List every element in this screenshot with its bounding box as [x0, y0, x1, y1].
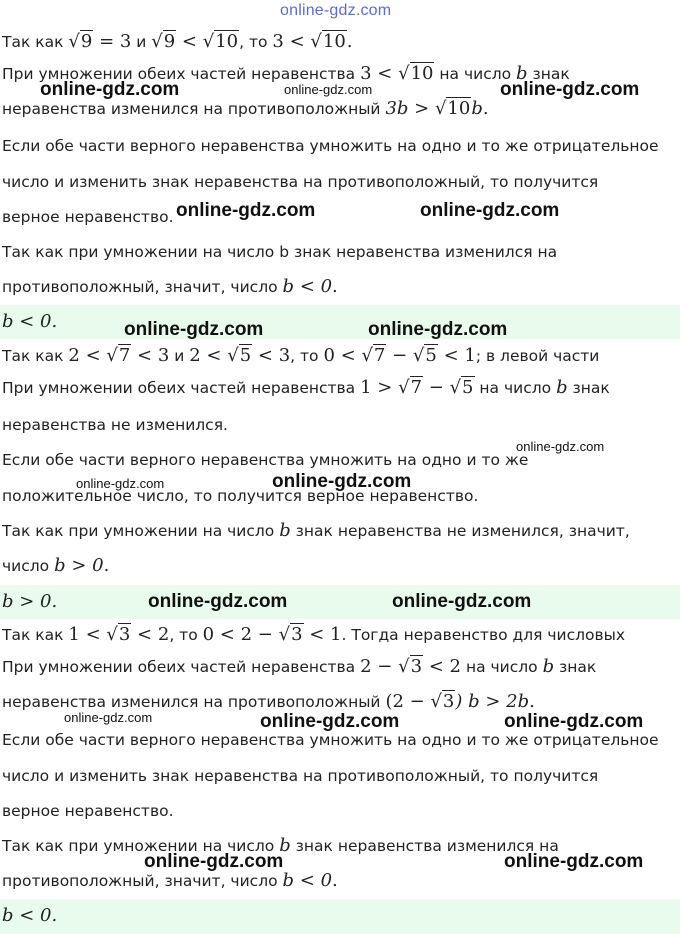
block3-line5: число и изменить знак неравенства на противоположный, то получится: [2, 767, 599, 785]
block1-line2: При умножении обеих частей неравенства 3 < √10 на число b знак: [2, 63, 570, 84]
block2-line4: Если обе части верного неравенства умножить на одно и то же: [2, 451, 529, 469]
block1-answer: b < 0.: [2, 311, 58, 332]
watermark: online-gdz.com: [144, 851, 284, 872]
watermark: online-gdz.com: [124, 319, 264, 340]
block3-line6: верное неравенство.: [2, 802, 174, 820]
block1-line8: противоположный, значит, число b < 0.: [2, 276, 338, 297]
watermark: online-gdz.com: [272, 471, 412, 492]
watermark: online-gdz.com: [260, 711, 400, 732]
watermark: online-gdz.com: [64, 710, 153, 725]
block2-answer-box: [0, 585, 680, 619]
block3-line4: Если обе части верного неравенства умножить на одно и то же отрицательное: [2, 731, 659, 749]
block3-line7: Так как при умножении на число b знак неравенства изменился на: [2, 835, 559, 856]
watermark-top: online-gdz.com: [280, 2, 392, 19]
block3-line1: Так как 1 < √3 < 2, то 0 < 2 − √3 < 1. Тогда неравенство для числовых: [2, 624, 626, 645]
block3-line3: неравенства изменился на противоположный (2 − √3) b > 2b.: [2, 691, 535, 712]
block1-line4: Если обе части верного неравенства умножить на одно и то же отрицательное: [2, 137, 659, 155]
watermark: online-gdz.com: [284, 82, 373, 97]
watermark: online-gdz.com: [504, 711, 644, 732]
block3-answer: b < 0.: [2, 905, 58, 926]
block1-line7: Так как при умножении на число b знак неравенства изменился на: [2, 243, 558, 261]
block1-line1: Так как √9 = 3 и √9 < √10, то 3 < √10.: [2, 31, 353, 52]
block3-line2: При умножении обеих частей неравенства 2 − √3 < 2 на число b знак: [2, 656, 597, 677]
block2-line6: Так как при умножении на число b знак неравенства не изменился, значит,: [2, 520, 630, 541]
block3-answer-box: [0, 899, 680, 934]
watermark: online-gdz.com: [516, 439, 605, 454]
watermark: online-gdz.com: [392, 591, 532, 612]
block1-answer-box: [0, 305, 680, 339]
watermark: online-gdz.com: [176, 200, 316, 221]
watermark: online-gdz.com: [368, 319, 508, 340]
watermark: online-gdz.com: [420, 200, 560, 221]
block1-line3: неравенства изменился на противоположный 3b > √10b.: [2, 98, 489, 119]
block2-line2: При умножении обеих частей неравенства 1 > √7 − √5 на число b знак: [2, 377, 610, 398]
block1-line5: число и изменить знак неравенства на противоположный, то получится: [2, 173, 599, 191]
block2-answer: b > 0.: [2, 591, 58, 612]
watermark: online-gdz.com: [500, 79, 640, 100]
watermark: online-gdz.com: [76, 476, 165, 491]
block2-line7: число b > 0.: [2, 555, 110, 576]
block1-line6: верное неравенство.: [2, 208, 174, 226]
block3-line8: противоположный, значит, число b < 0.: [2, 870, 338, 891]
block2-line1: Так как 2 < √7 < 3 и 2 < √5 < 3, то 0 < √7 − √5 < 1; в левой части: [2, 345, 600, 366]
block2-line5: положительное число, то получится верное неравенство.: [2, 487, 479, 505]
watermark: online-gdz.com: [40, 79, 180, 100]
watermark: online-gdz.com: [148, 591, 288, 612]
watermark: online-gdz.com: [504, 851, 644, 872]
block2-line3: неравенства не изменился.: [2, 416, 228, 434]
